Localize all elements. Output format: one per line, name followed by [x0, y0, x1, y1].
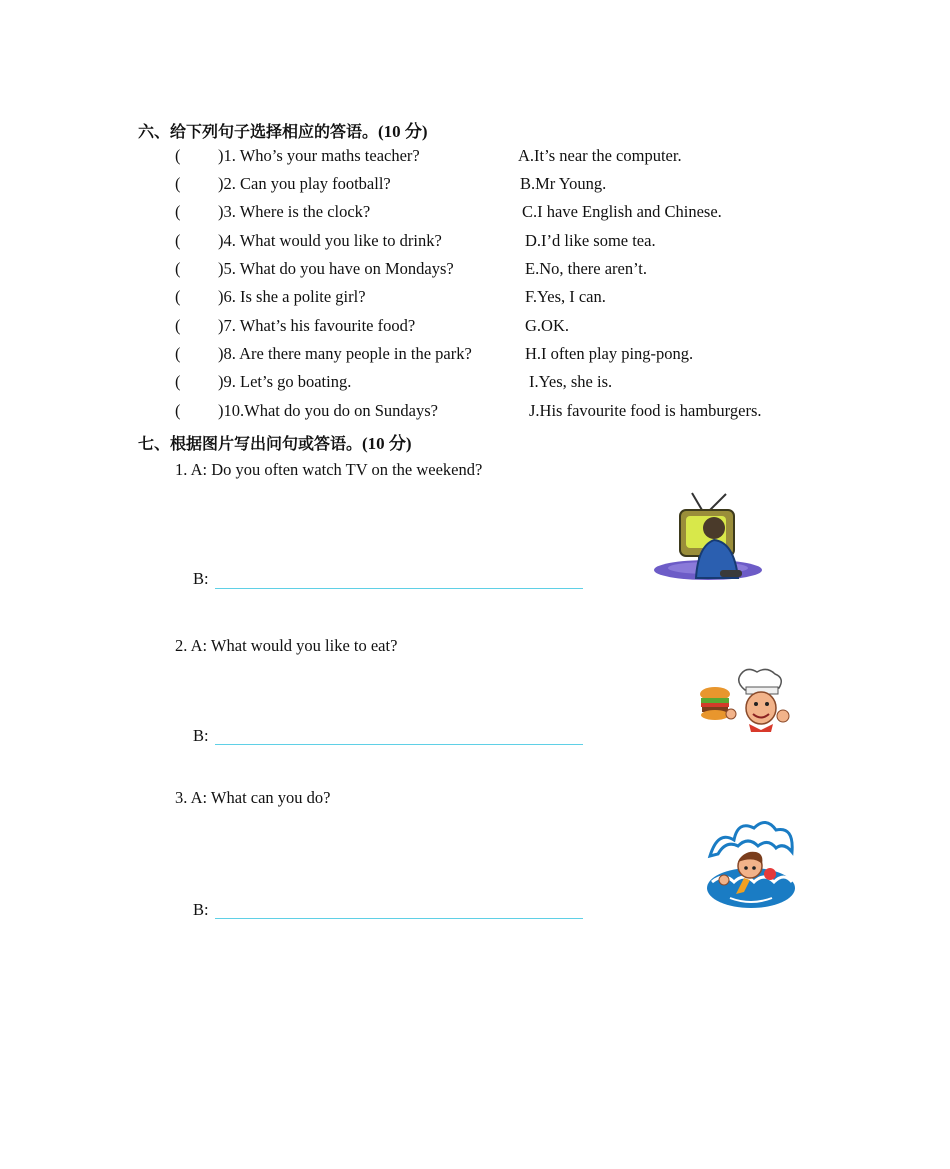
option-text: I.Yes, she is. — [529, 372, 613, 391]
question-text: )2. Can you play football? — [218, 174, 391, 193]
question-text: 2. A: What would you like to eat? — [175, 636, 398, 655]
answer-paren[interactable]: ( — [175, 401, 181, 420]
question-text: )1. Who’s your maths teacher? — [218, 146, 420, 165]
answer-paren[interactable]: ( — [175, 259, 181, 278]
answer-paren[interactable]: ( — [175, 372, 181, 391]
answer-input-line[interactable] — [215, 588, 583, 589]
answer-label: B: — [193, 569, 209, 588]
chef-with-hamburger-icon — [697, 668, 791, 732]
answer-input-line[interactable] — [215, 744, 583, 745]
section6-points: (10 分) — [378, 122, 428, 141]
answer-paren[interactable]: ( — [175, 146, 181, 165]
option-text: E.No, there aren’t. — [525, 259, 648, 278]
question-text: )7. What’s his favourite food? — [218, 316, 416, 335]
question-text: )4. What would you like to drink? — [218, 231, 442, 250]
answer-paren[interactable]: ( — [175, 316, 181, 335]
question-text: )10.What do you do on Sundays? — [218, 401, 438, 420]
question-text: )5. What do you have on Mondays? — [218, 259, 454, 278]
boy-swimming-icon — [704, 816, 798, 910]
option-text: A.It’s near the computer. — [518, 146, 682, 165]
answer-input-line[interactable] — [215, 918, 583, 919]
section6-heading-text: 六、给下列句子选择相应的答语。 — [138, 122, 379, 141]
section7-heading-text: 七、根据图片写出问句或答语。 — [138, 434, 363, 453]
question-text: )3. Where is the clock? — [218, 202, 371, 221]
answer-paren[interactable]: ( — [175, 202, 181, 221]
option-text: J.His favourite food is hamburgers. — [529, 401, 762, 420]
option-text: B.Mr Young. — [520, 174, 607, 193]
answer-paren[interactable]: ( — [175, 231, 181, 250]
option-text: H.I often play ping-pong. — [525, 344, 694, 363]
answer-label: B: — [193, 900, 209, 919]
answer-paren[interactable]: ( — [175, 174, 181, 193]
question-text: 1. A: Do you often watch TV on the weekend? — [175, 460, 483, 479]
section6-heading — [138, 117, 428, 142]
option-text: C.I have English and Chinese. — [522, 202, 722, 221]
answer-label: B: — [193, 726, 209, 745]
question-text: 3. A: What can you do? — [175, 788, 331, 807]
child-watching-tv-icon — [652, 490, 764, 582]
section7-heading — [138, 429, 412, 454]
option-text: D.I’d like some tea. — [525, 231, 656, 250]
section7-points: (10 分) — [362, 434, 412, 453]
question-text: )9. Let’s go boating. — [218, 372, 352, 391]
answer-paren[interactable]: ( — [175, 344, 181, 363]
option-text: G.OK. — [525, 316, 569, 335]
question-text: )8. Are there many people in the park? — [218, 344, 472, 363]
answer-paren[interactable]: ( — [175, 287, 181, 306]
option-text: F.Yes, I can. — [525, 287, 606, 306]
question-text: )6. Is she a polite girl? — [218, 287, 366, 306]
